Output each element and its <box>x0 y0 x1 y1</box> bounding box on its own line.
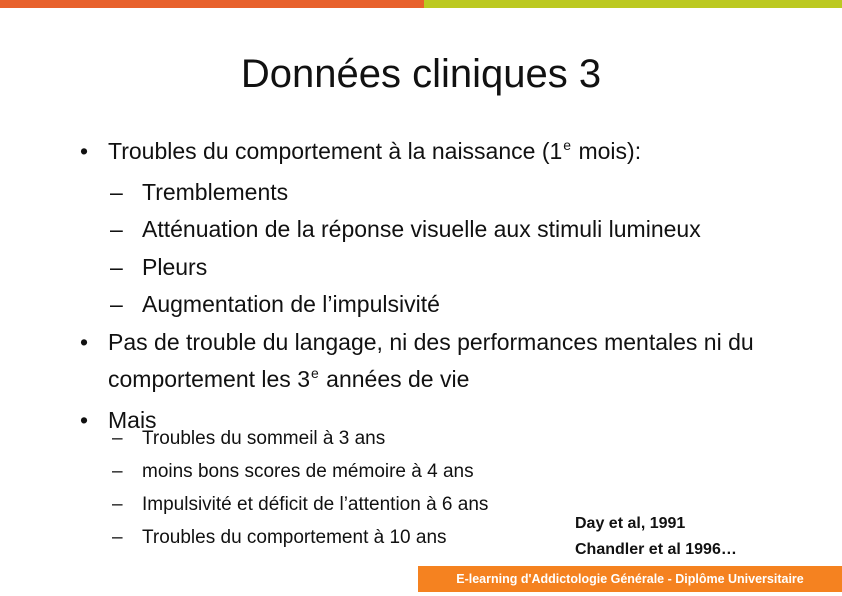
dash-marker: – <box>112 494 123 515</box>
sub-item <box>80 249 810 287</box>
superscript: e <box>310 365 319 381</box>
bullet-item-1 <box>80 133 810 174</box>
dash-marker: – <box>110 253 123 280</box>
mais-sub-list <box>112 422 572 554</box>
bullet-marker: • <box>80 328 89 355</box>
dash-marker: – <box>112 461 123 482</box>
bullet-marker: • <box>80 138 89 164</box>
sub-item-text: Troubles du comportement à 10 ans <box>142 527 447 548</box>
sub-item <box>80 174 810 212</box>
bullet-text: Pas de trouble du langage, ni des performances mentales ni du comportement les 3 <box>108 328 754 392</box>
dash-marker: – <box>110 216 123 242</box>
top-accent-bar-green <box>424 0 842 8</box>
sub-item <box>112 455 572 488</box>
superscript: e <box>563 137 572 153</box>
sub-item-text: Tremblements <box>142 178 289 205</box>
sub-item-text: moins bons scores de mémoire à 4 ans <box>142 461 474 482</box>
top-accent-bar-orange <box>0 0 424 8</box>
bullet-text-tail: mois): <box>572 138 642 164</box>
slide-title: Données cliniques 3 <box>240 52 602 96</box>
dash-marker: – <box>110 291 123 317</box>
sub-item <box>112 488 572 521</box>
sub-item-text: Impulsivité et déficit de l’attention à 6 ans <box>142 494 489 515</box>
dash-marker: – <box>112 428 123 449</box>
sub-item-text: Atténuation de la réponse visuelle aux stimuli lumineux <box>142 216 701 242</box>
sub-item-text: Troubles du sommeil à 3 ans <box>142 428 386 449</box>
sub-item <box>112 521 572 554</box>
bullet-marker: • <box>80 406 89 433</box>
bullet-list <box>80 133 810 439</box>
bullet-text-tail: années de vie <box>319 366 470 392</box>
sub-item <box>112 422 572 455</box>
reference-1: Day et al, 1991 <box>575 515 686 532</box>
footer-banner: E-learning d'Addictologie Générale - Diplôme Universitaire <box>418 566 842 592</box>
bullet-text: Mais <box>108 406 157 433</box>
sub-item <box>80 211 810 249</box>
sub-item-text: Augmentation de l’impulsivité <box>142 291 440 317</box>
sub-item <box>80 286 810 324</box>
dash-marker: – <box>110 178 123 205</box>
bullet-item-2 <box>80 324 810 402</box>
top-accent-bar <box>0 0 842 8</box>
reference-2: Chandler et al 1996… <box>575 541 737 558</box>
bullet-text: Troubles du comportement à la naissance (1 <box>108 138 563 164</box>
sub-item-text: Pleurs <box>142 253 208 280</box>
references <box>575 511 815 563</box>
dash-marker: – <box>112 527 123 548</box>
